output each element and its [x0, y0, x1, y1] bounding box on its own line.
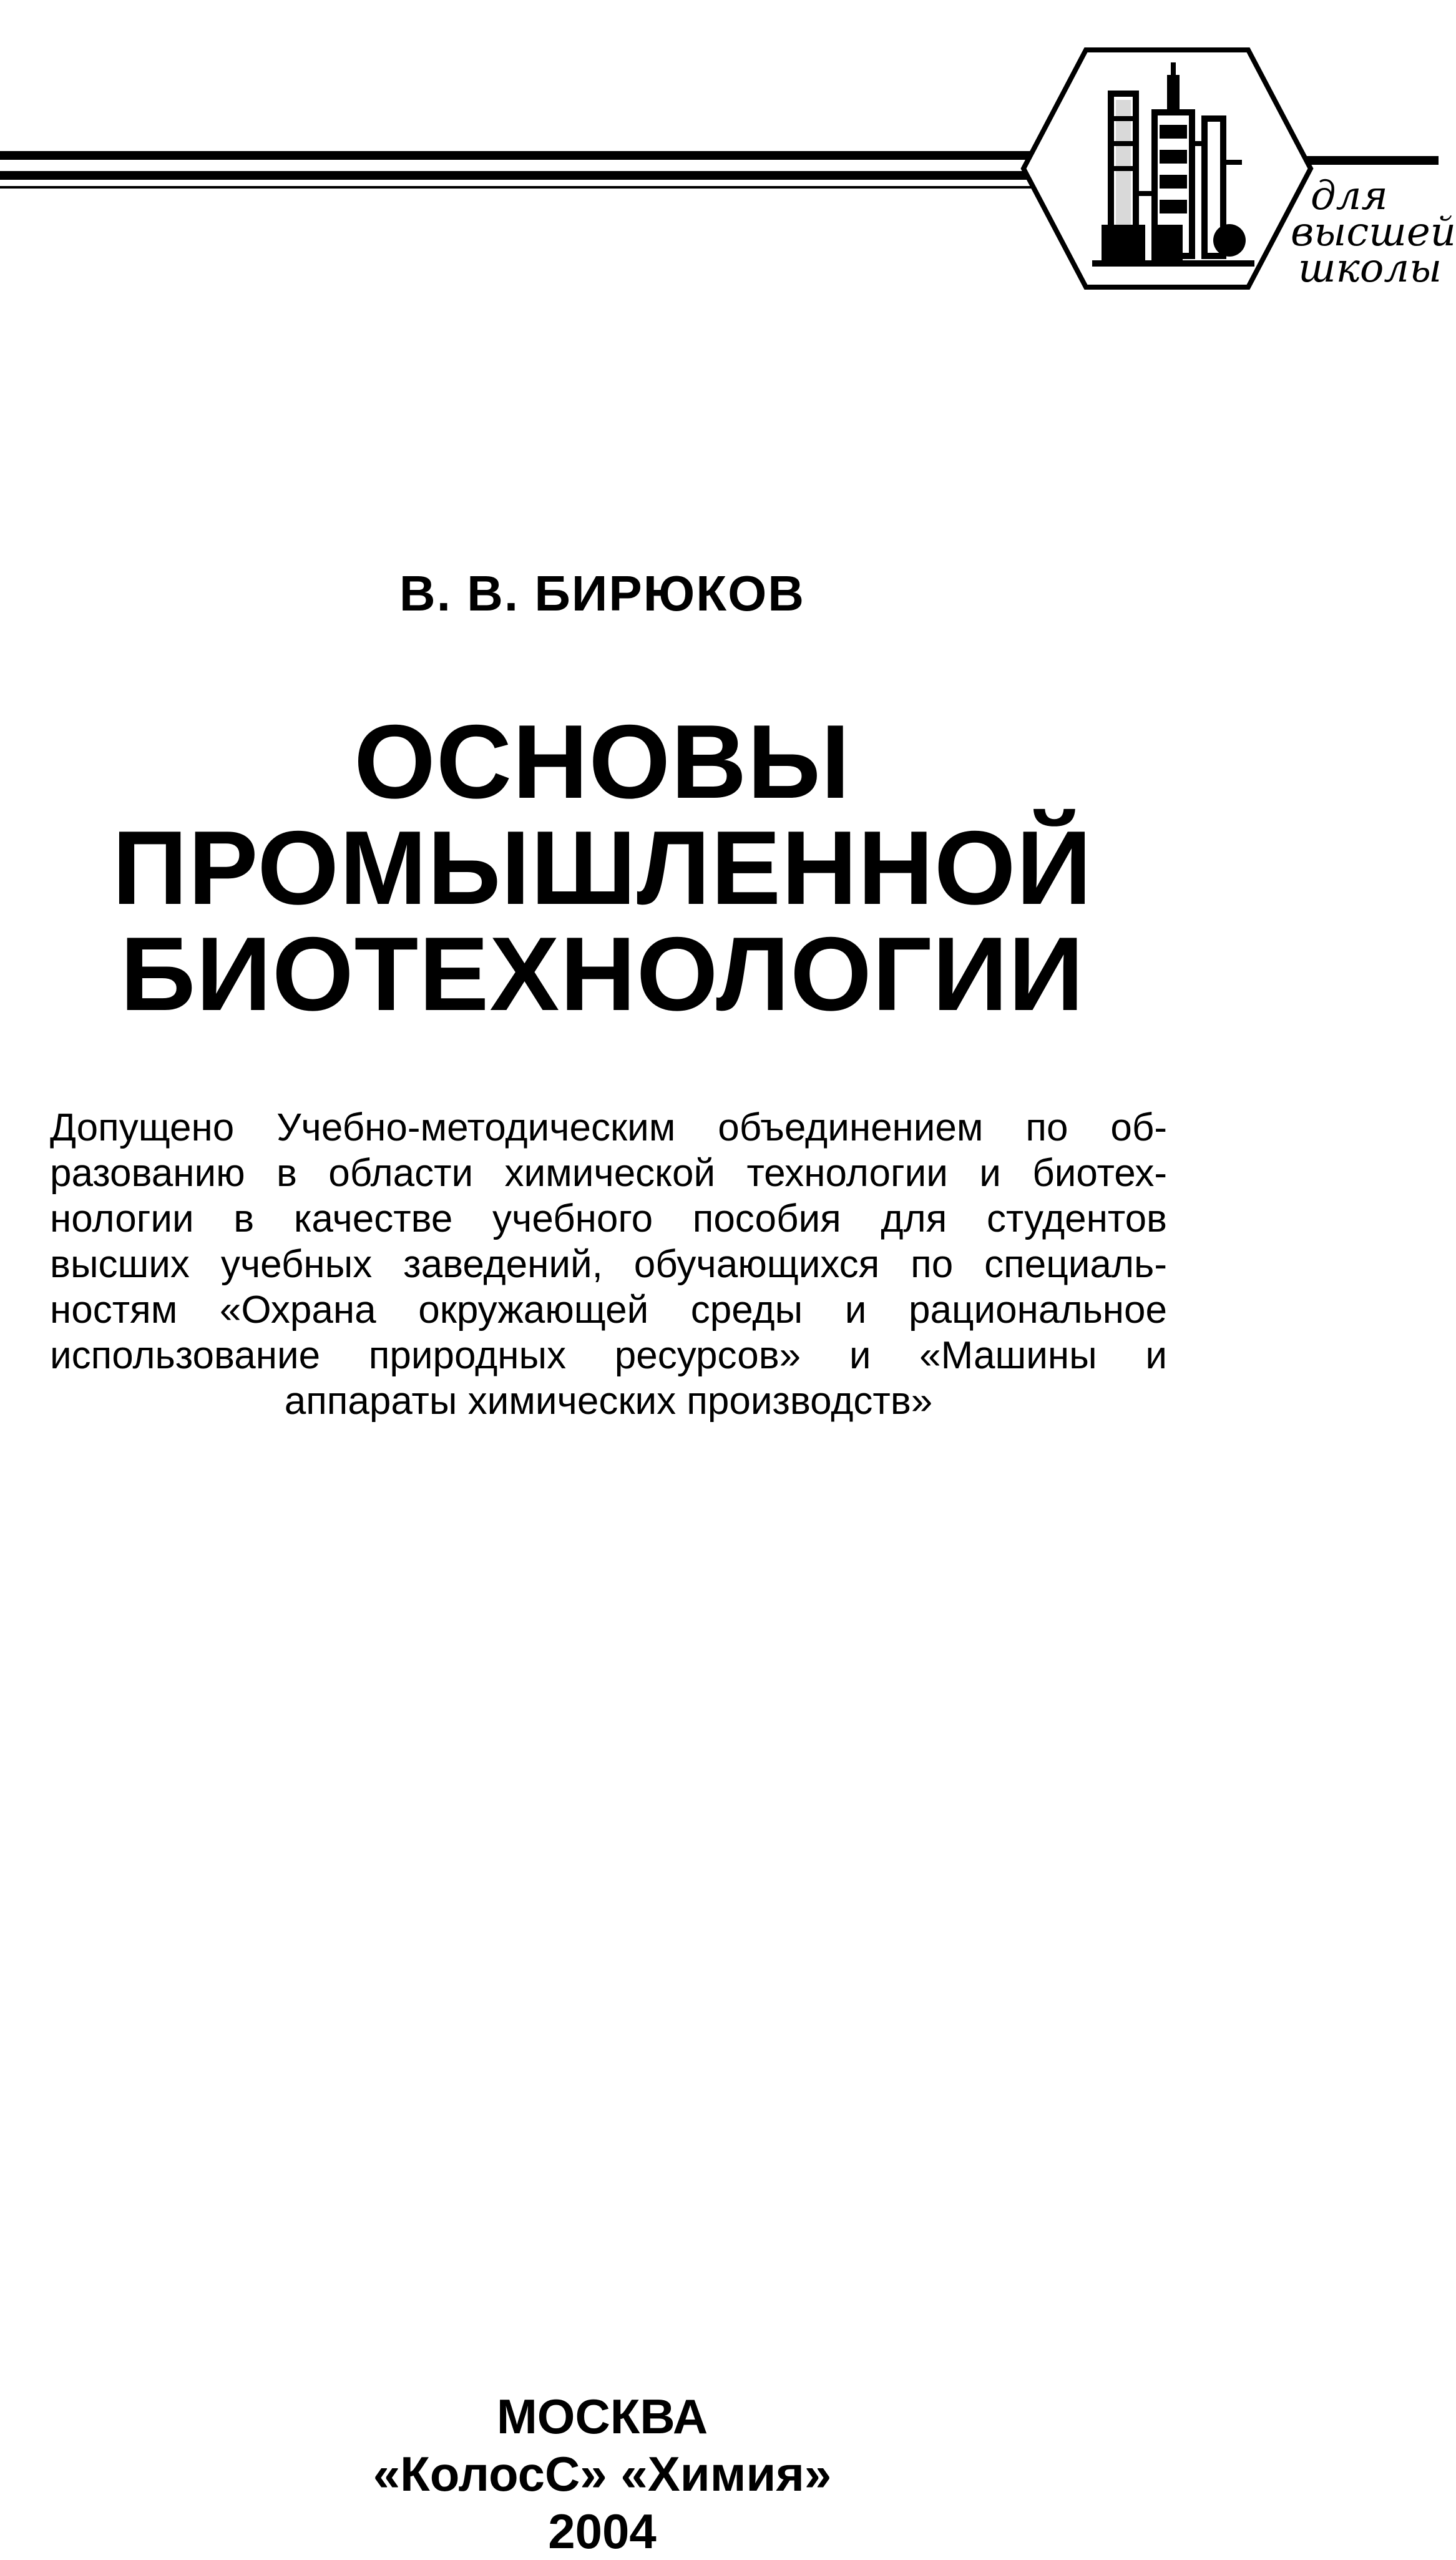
banner-line-thick-top: [0, 151, 1036, 160]
series-caption: [1286, 173, 1456, 292]
approval-line: ностям «Охрана окружающей среды и рациональное: [50, 1288, 1167, 1331]
chemical-plant-emblem-icon: [1017, 37, 1317, 300]
banner-line-right: [1298, 156, 1439, 165]
title-line: ПРОМЫШЛЕННОЙ: [112, 809, 1093, 926]
approval-line: Допущено Учебно-методическим объединением по об-: [50, 1106, 1167, 1149]
approval-line: использование природных ресурсов» и «Машины и: [50, 1334, 1167, 1377]
title-line: БИОТЕХНОЛОГИИ: [120, 915, 1085, 1032]
approval-line: аппараты химических производств»: [284, 1380, 933, 1423]
series-caption-line: для: [1311, 173, 1388, 219]
author-name: В. В. БИРЮКОВ: [399, 566, 806, 621]
series-caption-line: высшей: [1291, 209, 1456, 255]
series-caption-line: школы: [1298, 245, 1442, 292]
title-line: ОСНОВЫ: [354, 703, 851, 820]
approval-line: нологии в качестве учебного пособия для студентов: [50, 1197, 1167, 1240]
approval-line: разованию в области химической технологии и биотех-: [50, 1152, 1167, 1195]
imprint-city: МОСКВА: [496, 2389, 708, 2444]
imprint-publishers: «КолосС» «Химия»: [373, 2446, 832, 2501]
imprint: [0, 2388, 1204, 2560]
banner-line-thick-bottom: [0, 171, 1036, 180]
approval-statement: [50, 1105, 1167, 1424]
approval-line: высших учебных заведений, обучающихся по специаль-: [50, 1243, 1167, 1286]
banner-line-thin: [0, 186, 1036, 189]
book-title: [0, 703, 1204, 1032]
imprint-year: 2004: [548, 2504, 657, 2559]
series-banner-lines: [0, 144, 1036, 194]
